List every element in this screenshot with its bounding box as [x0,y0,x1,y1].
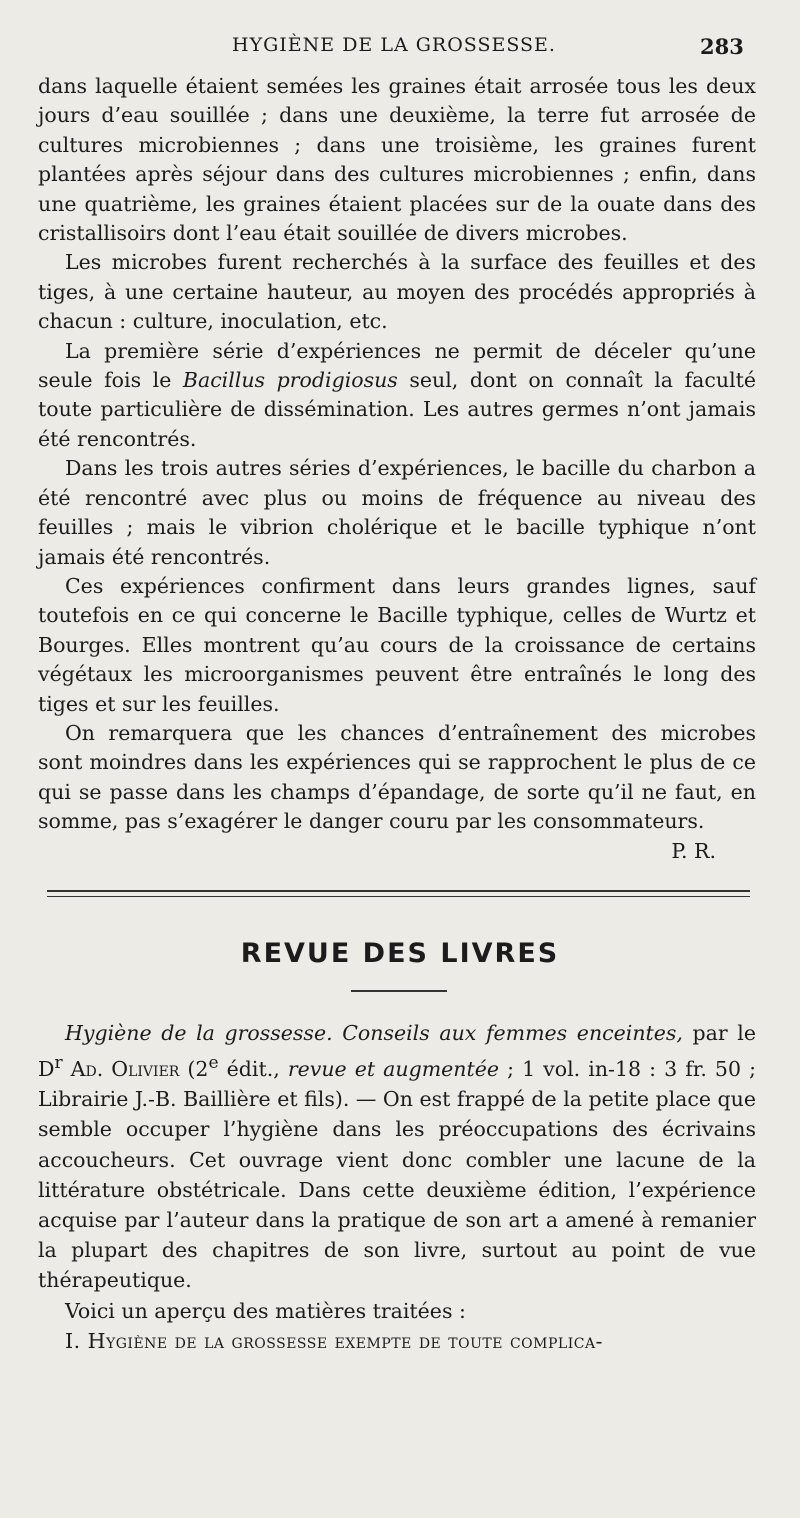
section-title: REVUE DES LIVRES [240,938,560,969]
paragraph: dans laquelle étaient semées les graines était arrosée tous les deux jours d’eau souillée ; dans une deuxième, la terre fut arrosée de cultures microbiennes ; dans une troisième, les graines furent plantées après séjour dans des cultures microbiennes ; enfin, dans une quatrième, les graines étaient placées sur de la ouate dans des cristallisoirs dont l’eau était souillée de divers microbes. [38,74,756,246]
review-text: édit., [218,1057,288,1082]
review-body [38,1018,756,1356]
section-divider [47,896,750,897]
author-signature: P. R. [671,838,716,863]
edition-note: revue et augmentée [287,1057,500,1082]
page-number: 283 [700,34,744,59]
section-divider [47,890,750,892]
paragraph-text: seul, dont on connaît la faculté toute particulière de dissémination. Les autres germes n’ont jamais été rencontrés. [38,368,756,451]
article-body [38,72,756,866]
paragraph [38,337,756,455]
author-name: Ad. Olivier [62,1057,180,1082]
review-text: ; 1 vol. in-18 : 3 fr. 50 ; Librairie J.-B. Baillière et fils). — On est frappé de la petite place que semble occuper l’hygiène dans les préoccupations des écrivains accoucheurs. Cet ouvrage vient donc combler une lacune de la littérature obstétricale. Dans cette deuxième édition, l’expérience acquise par l’auteur dans la pratique de son art a amené à remanier la plupart des chapitres de son livre, surtout au point de vue thérapeutique. [38,1057,756,1293]
superscript: e [208,1053,219,1074]
paragraph: Voici un aperçu des matières traitées : [65,1298,466,1323]
review-text: par le D [38,1021,756,1082]
paragraph: Ces expériences confirment dans leurs grandes lignes, sauf toutefois en ce qui concerne le Bacille typhique, celles de Wurtz et Bourges. Elles montrent qu’au cours de la croissance de certains végétaux les microorganismes peuvent être entraînés le long des tiges et sur les feuilles. [38,573,756,716]
paragraph-text: La première série d’expériences ne permit de déceler qu’une seule fois le [38,338,756,393]
title-underline [351,990,447,992]
species-name: Bacillus prodigiosus [182,368,398,393]
review-entry [38,1018,756,1296]
paragraph-text: Les microbes furent recherchés à la surface des feuilles et des tiges, à une certaine hauteur, au moyen des procédés appropriés à chacun : culture, inoculation, etc. [38,250,756,334]
table-of-contents-item: I. Hygiène de la grossesse exempte de toute complica- [65,1328,603,1353]
superscript: r [54,1053,63,1074]
review-text: (2 [179,1057,209,1082]
book-title: Hygiène de la grossesse. Conseils aux femmes enceintes, [65,1021,683,1045]
running-head [0,34,800,64]
running-head-title: HYGIÈNE DE LA GROSSESSE. [232,34,556,56]
paragraph: Dans les trois autres séries d’expériences, le bacille du charbon a été rencontré avec plus ou moins de fréquence au niveau des feuilles ; mais le vibrion cholérique et le bacille typhique n’ont jamais été rencontrés. [38,456,756,569]
paragraph: On remarquera que les chances d’entraînement des microbes sont moindres dans les expériences qui se rapprochent le plus de ce qui se passe dans les champs d’épandage, de sorte qu’il ne faut, en somme, pas s’exagérer le danger couru par les consommateurs. [38,720,756,834]
paragraph [38,248,756,336]
